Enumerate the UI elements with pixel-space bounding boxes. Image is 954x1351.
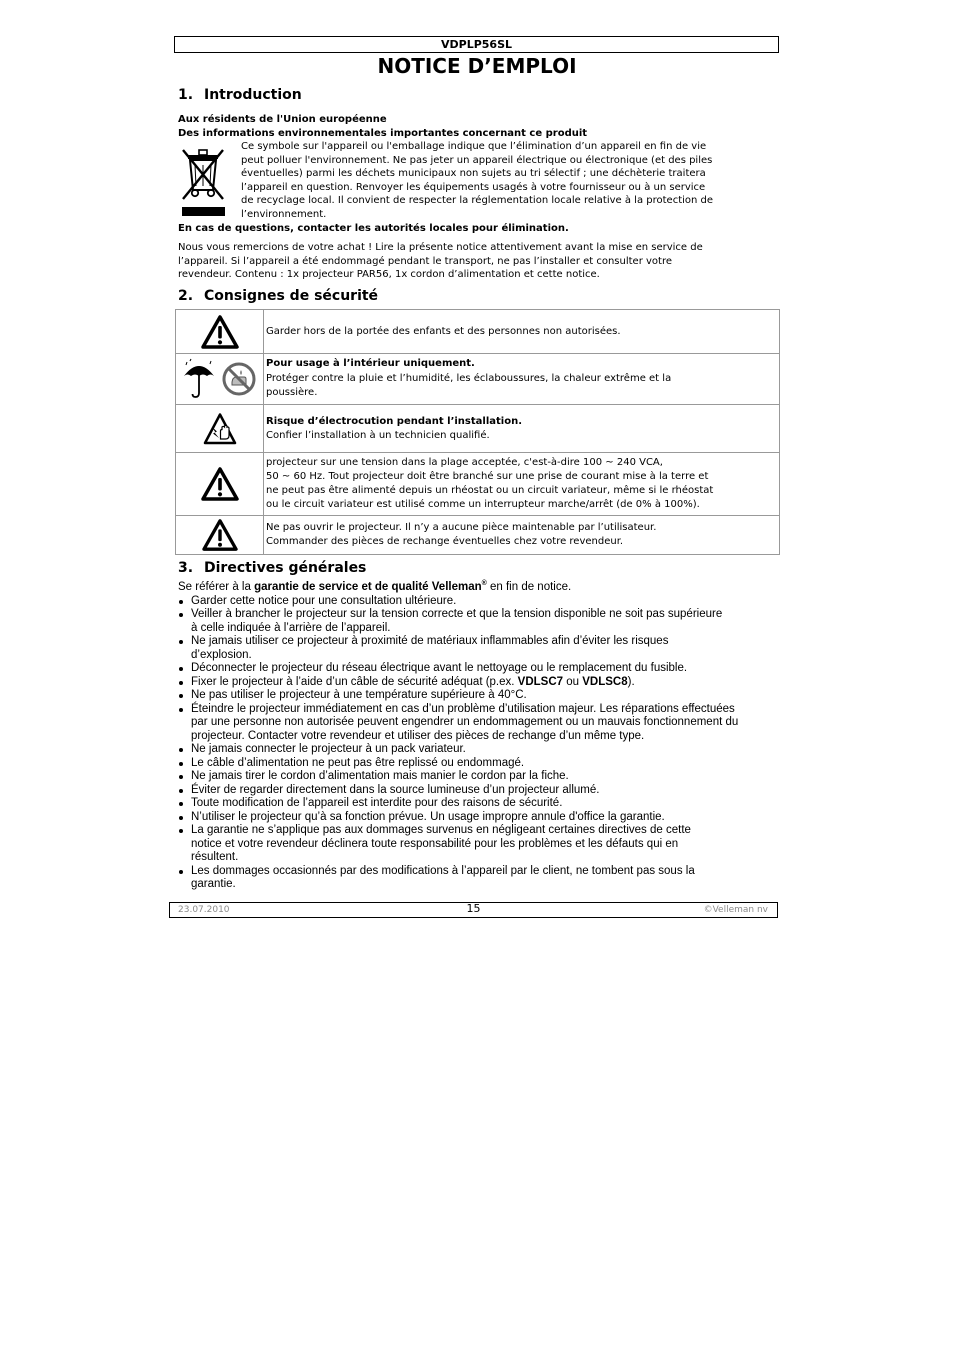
warranty-text: Se référer à la bbox=[178, 581, 255, 593]
bullet-dot bbox=[179, 829, 183, 833]
bullet-dot bbox=[179, 613, 183, 617]
weee-text-line: l’appareil en question. Renvoyer les équipements usagés à votre fournisseur ou à un service bbox=[241, 181, 706, 193]
paragraph-line: Nous vous remercions de votre achat ! Lire la présente notice attentivement avant la mise en service de bbox=[178, 242, 703, 253]
safety-row bbox=[176, 452, 779, 515]
list-item bbox=[178, 824, 778, 865]
safety-bold-line: Risque d’électrocution pendant l’installation. bbox=[266, 415, 523, 427]
safety-text-cell bbox=[264, 516, 779, 554]
list-item-line: par une personne non autorisée peuvent engendrer un endommagement ou un mauvais fonctionnement du bbox=[191, 716, 739, 728]
warranty-reference bbox=[178, 581, 778, 595]
safety-table bbox=[175, 309, 780, 555]
footer-copyright: ©Velleman nv bbox=[703, 905, 768, 915]
list-item bbox=[178, 743, 778, 757]
safety-text-line: Ne pas ouvrir le projecteur. Il n’y a aucune pièce maintenable par l’utilisateur. bbox=[266, 522, 657, 534]
safety-text-line: Commander des pièces de rechange éventuelles chez votre revendeur. bbox=[266, 536, 624, 547]
safety-icon-cell bbox=[176, 310, 264, 353]
weee-text-line: Ce symbole sur l'appareil ou l'emballage indique que l’élimination d’un appareil en fin de vie bbox=[241, 141, 707, 152]
list-item bbox=[178, 811, 778, 825]
safety-icon-cell bbox=[176, 354, 264, 404]
list-item-line: Les dommages occasionnés par des modifications à l’appareil par le client, ne tombent pas sous la bbox=[191, 864, 695, 877]
weee-text-line: peut polluer l'environnement. Ne pas jeter un appareil électrique ou électronique (et des piles bbox=[241, 154, 713, 166]
safety-text-line: Garder hors de la portée des enfants et des personnes non autorisées. bbox=[266, 325, 621, 337]
registered-mark: ® bbox=[481, 580, 487, 588]
no-moisture-icon bbox=[221, 361, 257, 397]
bullet-dot bbox=[179, 762, 183, 766]
safety-icon-cell bbox=[176, 516, 264, 554]
safety-bold-line: Pour usage à l’intérieur uniquement. bbox=[266, 358, 475, 370]
env-info-heading: Des informations environnementales importantes concernant ce produit bbox=[178, 128, 588, 139]
safety-text-line: Protéger contre la pluie et l’humidité, les éclaboussures, la chaleur extrême et la bbox=[266, 372, 672, 384]
list-item bbox=[178, 635, 778, 662]
list-item-line: Éteindre le projecteur immédiatement en cas d’un problème d’utilisation majeur. Les réparations effectuées bbox=[191, 702, 735, 715]
electrocution-warning-icon bbox=[203, 412, 237, 446]
warranty-text: en fin de notice. bbox=[486, 581, 572, 593]
list-item-line: La garantie ne s’applique pas aux dommages survenus en négligeant certaines directives de cette bbox=[191, 824, 691, 836]
model-header: VDPLP56SL bbox=[174, 36, 779, 53]
list-item-line: Ne pas utiliser le projecteur à une température supérieure à 40°C. bbox=[191, 689, 527, 701]
page-number: 15 bbox=[466, 902, 481, 915]
safety-text-line: ou le circuit variateur est utilisé comme un interrupteur marche/arrêt (de 0% à 100%). bbox=[266, 498, 700, 510]
weee-text-line: l’environnement. bbox=[241, 208, 327, 220]
safety-text-line: Confier l’installation à un technicien qualifié. bbox=[266, 429, 490, 441]
weee-text bbox=[241, 140, 713, 221]
section-1-number: 1. bbox=[178, 87, 194, 103]
section-3-heading: Directives générales bbox=[204, 560, 367, 576]
bullet-dot bbox=[179, 775, 183, 779]
list-item bbox=[178, 676, 778, 690]
list-item bbox=[178, 797, 778, 811]
weee-text-line: de recyclage local. Il convient de respecter la réglementation locale relative à la protection de bbox=[241, 195, 714, 206]
page-title: NOTICE D’EMPLOI bbox=[377, 54, 577, 78]
list-item bbox=[178, 662, 778, 676]
safety-row bbox=[176, 515, 779, 554]
safety-row bbox=[176, 310, 779, 353]
section-2-number: 2. bbox=[178, 288, 194, 304]
list-item-line: Ne jamais connecter le projecteur à un pack variateur. bbox=[191, 743, 466, 755]
bullet-dot bbox=[179, 870, 183, 874]
safety-text-cell bbox=[264, 405, 779, 452]
paragraph-line: l’appareil. Si l’appareil a été endommagé pendant le transport, ne pas l’installer et consulter votre bbox=[178, 255, 672, 267]
bullet-dot bbox=[179, 748, 183, 752]
page-footer bbox=[169, 902, 778, 918]
safety-text-cell bbox=[264, 453, 779, 515]
footer-date: 23.07.2010 bbox=[178, 905, 230, 915]
bullet-dot bbox=[179, 694, 183, 698]
contact-note: En cas de questions, contacter les autorités locales pour élimination. bbox=[178, 223, 569, 234]
bullet-dot bbox=[179, 600, 183, 604]
list-item bbox=[178, 689, 778, 703]
list-item-line: N’utiliser le projecteur qu’à sa fonction prévue. Un usage impropre annule d'office la garantie. bbox=[191, 810, 665, 823]
list-item-line: Déconnecter le projecteur du réseau électrique avant le nettoyage ou le remplacement du fusible. bbox=[191, 662, 688, 674]
list-item-line bbox=[191, 676, 778, 690]
list-item-line: Veiller à brancher le projecteur sur la tension correcte et que la tension disponible ne soit pas supérieure bbox=[191, 608, 723, 620]
list-item-line: notice et votre revendeur déclinera toute responsabilité pour les problèmes et les défauts qui en bbox=[191, 837, 679, 850]
bullet-dot bbox=[179, 789, 183, 793]
safety-text-cell bbox=[264, 354, 779, 404]
list-item-line: garantie. bbox=[191, 878, 236, 890]
list-item bbox=[178, 703, 778, 744]
list-item-line: Toute modification de l’appareil est interdite pour des raisons de sécurité. bbox=[191, 797, 563, 809]
warning-icon bbox=[200, 314, 240, 350]
safety-text-cell bbox=[264, 310, 779, 353]
list-item bbox=[178, 608, 778, 635]
safety-row bbox=[176, 353, 779, 404]
weee-text-line: éventuelles) parmi les déchets municipaux non sujets au tri sélectif ; une déchèterie traitera bbox=[241, 168, 706, 179]
list-item bbox=[178, 595, 778, 609]
product-code: VDLSC7 bbox=[517, 675, 564, 688]
section-2-heading: Consignes de sécurité bbox=[204, 288, 379, 304]
list-item-text: ). bbox=[627, 675, 635, 688]
list-item-line: Garder cette notice pour une consultation ultérieure. bbox=[191, 594, 457, 607]
safety-row bbox=[176, 404, 779, 452]
paragraph-line: revendeur. Contenu : 1x projecteur PAR56, 1x cordon d’alimentation et cette notice. bbox=[178, 269, 600, 280]
safety-text-line: poussière. bbox=[266, 387, 318, 399]
bullet-dot bbox=[179, 708, 183, 712]
list-item bbox=[178, 784, 778, 798]
section-3-number: 3. bbox=[178, 560, 194, 576]
list-item-line: Ne jamais tirer le cordon d’alimentation mais manier le cordon par la fiche. bbox=[191, 770, 569, 782]
list-item bbox=[178, 865, 778, 892]
list-item-text: ou bbox=[563, 675, 583, 688]
thanks-paragraph bbox=[178, 241, 703, 282]
warning-icon bbox=[201, 518, 239, 552]
bullet-dot bbox=[179, 667, 183, 671]
section-1-heading: Introduction bbox=[204, 87, 302, 103]
bullet-dot bbox=[179, 640, 183, 644]
warning-icon bbox=[200, 466, 240, 502]
umbrella-icon bbox=[182, 358, 216, 400]
list-item-line: à celle indiquée à l’arrière de l’appareil. bbox=[191, 621, 391, 634]
list-item-text: Fixer le projecteur à l’aide d’un câble de sécurité adéquat (p.ex. bbox=[191, 675, 518, 688]
safety-icon-cell bbox=[176, 453, 264, 515]
bullet-dot bbox=[179, 802, 183, 806]
list-item bbox=[178, 770, 778, 784]
weee-bin-icon bbox=[179, 144, 227, 218]
eu-residents-heading: Aux résidents de l'Union européenne bbox=[178, 114, 387, 125]
general-guidelines bbox=[178, 581, 778, 892]
product-code: VDLSC8 bbox=[582, 675, 628, 688]
list-item-line: projecteur. Contacter votre revendeur et utiliser des pièces de rechange d’un même type. bbox=[191, 729, 645, 742]
safety-text-line: 50 ~ 60 Hz. Tout projecteur doit être branché sur une prise de courant mise à la terre et bbox=[266, 471, 709, 483]
list-item-line: Ne jamais utiliser ce projecteur à proximité de matériaux inflammables afin d’éviter les risques bbox=[191, 635, 669, 647]
safety-icon-cell bbox=[176, 405, 264, 452]
warranty-link-text: garantie de service et de qualité Velleman bbox=[254, 581, 482, 593]
list-item-line: Éviter de regarder directement dans la source lumineuse d’un projecteur allumé. bbox=[191, 783, 600, 796]
list-item-line: Le câble d’alimentation ne peut pas être replissé ou endommagé. bbox=[191, 756, 525, 769]
safety-text-line: ne peut pas être alimenté depuis un rhéostat ou un circuit variateur, même si le rhéostat bbox=[266, 485, 714, 496]
list-item bbox=[178, 757, 778, 771]
safety-text-line: projecteur sur une tension dans la plage acceptée, c'est-à-dire 100 ~ 240 VCA, bbox=[266, 457, 663, 469]
bullet-dot bbox=[179, 681, 183, 685]
list-item-line: d’explosion. bbox=[191, 648, 252, 661]
list-item-line: résultent. bbox=[191, 851, 239, 863]
bullet-dot bbox=[179, 816, 183, 820]
